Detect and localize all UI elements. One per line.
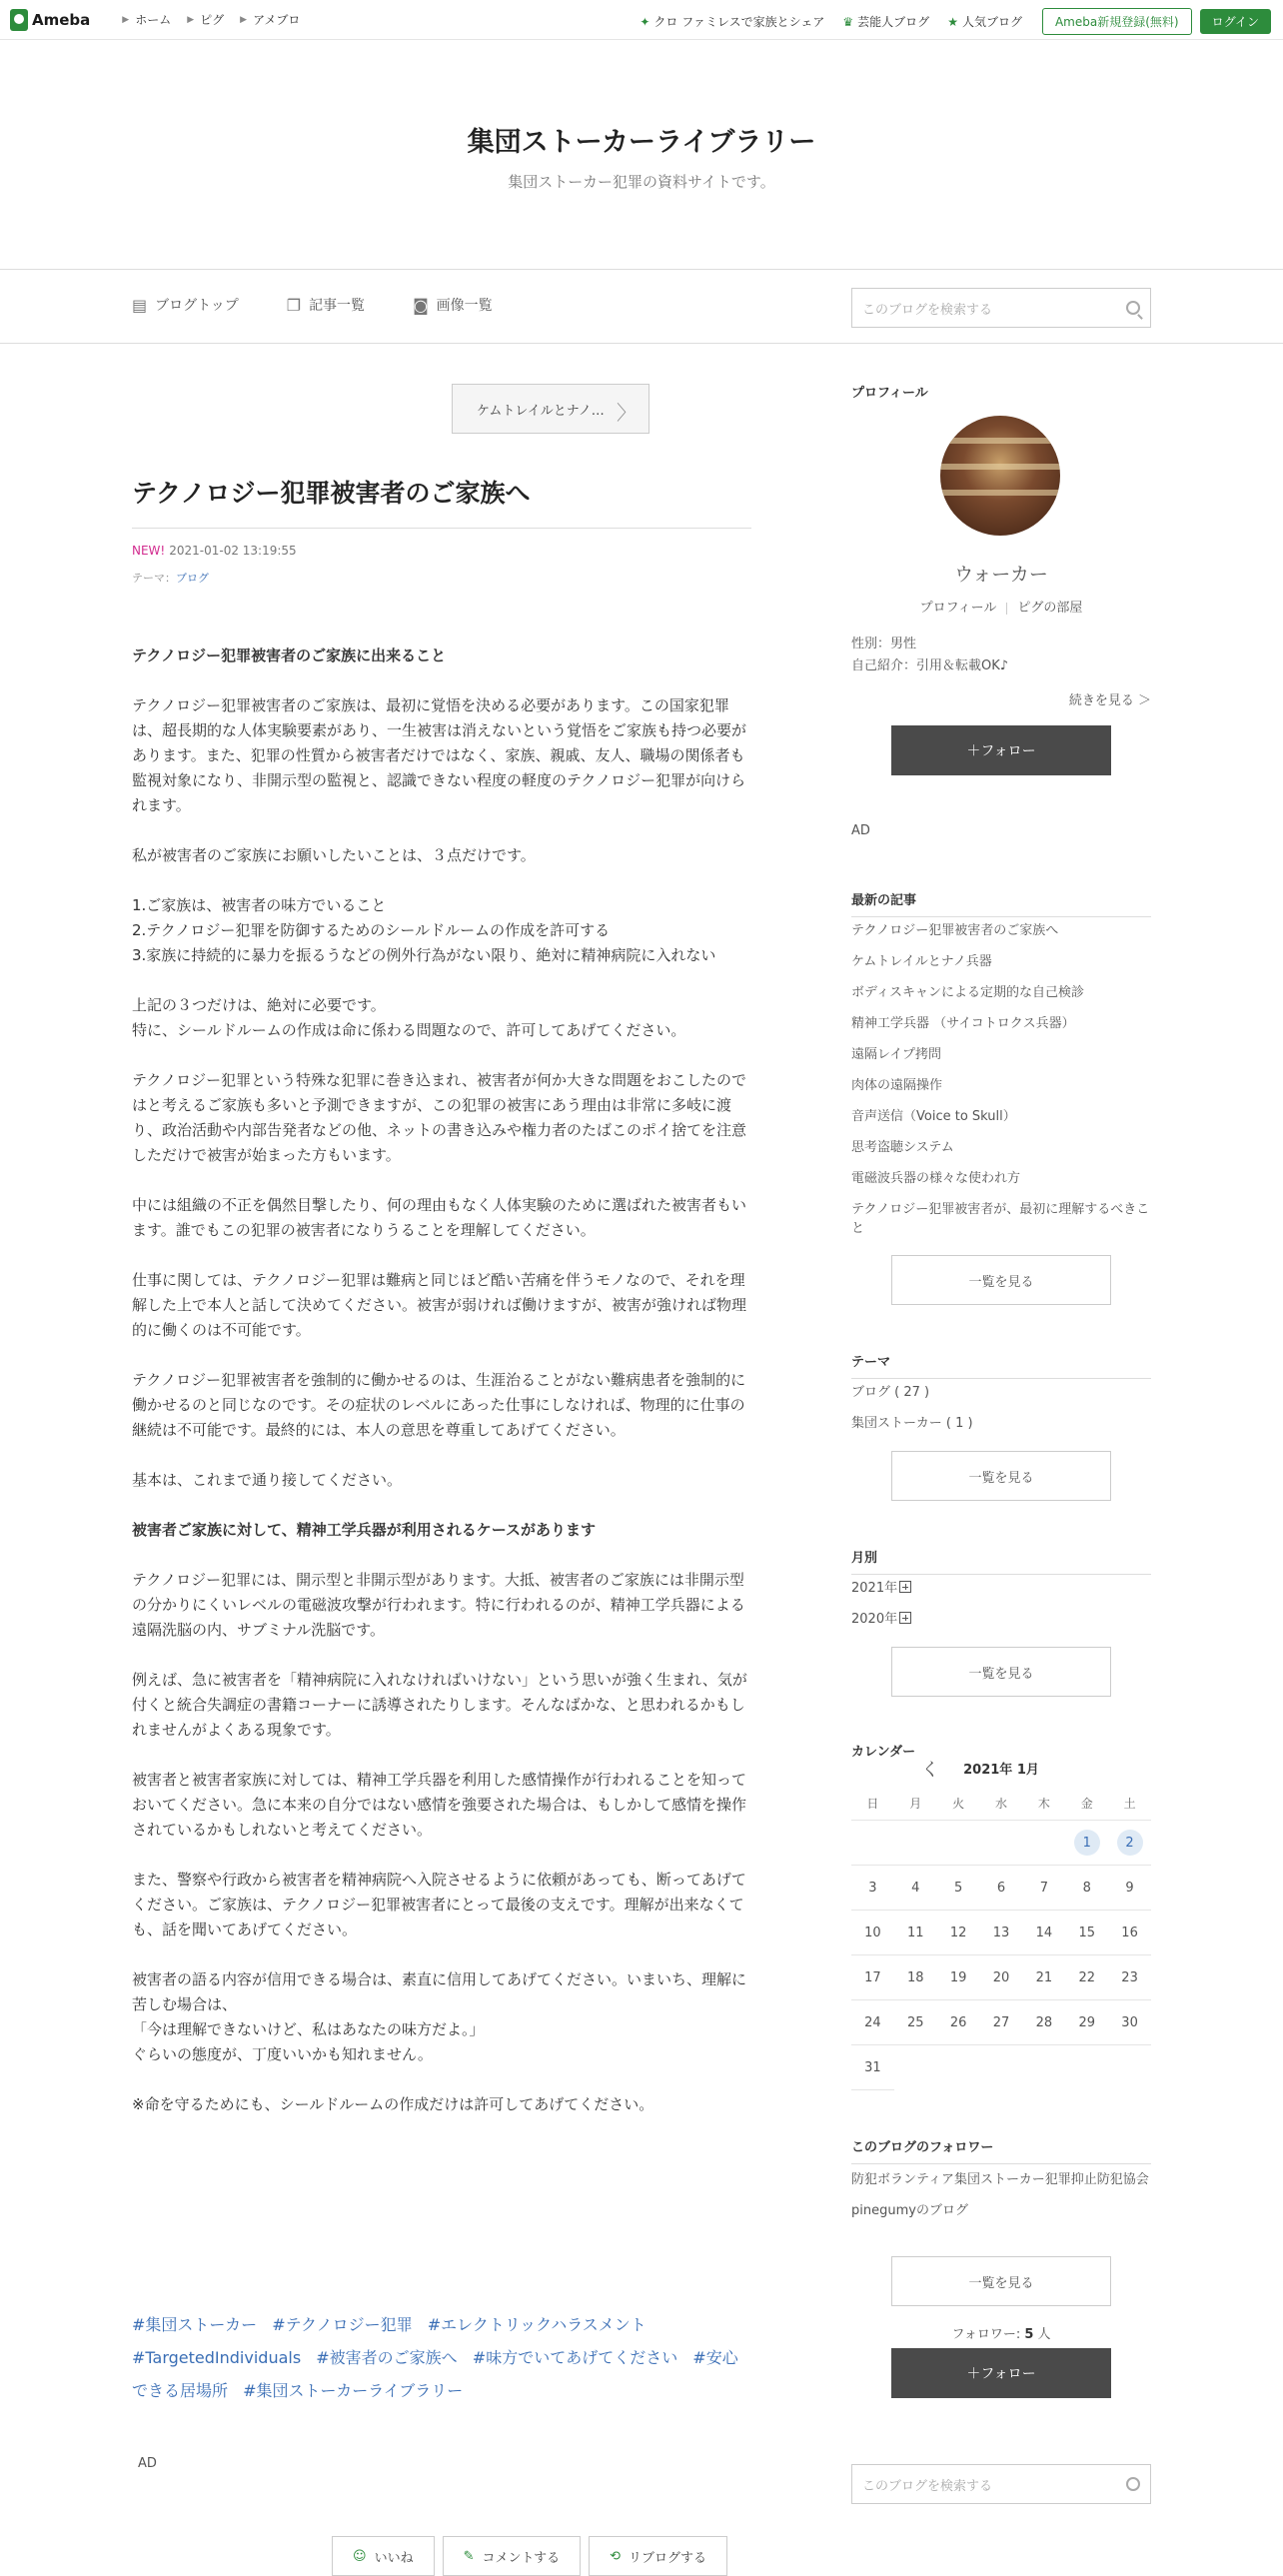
calendar-weekday: 火: [937, 1787, 980, 1821]
menu-blog-top[interactable]: [132, 295, 239, 315]
entry-paragraph: テクノロジー犯罪被害者を強制的に働かせるのは、生涯治ることがない難病患者を強制的に働かせるのと同じなのです。その症状のレベルにあった仕事にしなければ、物理的に仕事の継続は不可能です。最終的には、本人の意思を尊重してあげてください。: [132, 1371, 746, 1439]
monthly-title: 月別: [851, 1547, 1151, 1575]
calendar-day: 29: [1065, 2000, 1108, 2045]
nav-home-label: ホーム: [135, 13, 172, 27]
hashtag-link[interactable]: #集団ストーカーライブラリー: [243, 2381, 464, 2400]
month-label: 2020年: [851, 1612, 898, 1627]
calendar-day: 7: [1022, 1866, 1065, 1911]
entry-paragraph: 上記の３つだけは、絶対に必要です。 特に、シールドルームの作成は命に係わる問題なので、許可してあげてください。: [132, 996, 686, 1039]
calendar-day: 17: [851, 1955, 894, 2000]
expand-icon[interactable]: [899, 1581, 911, 1593]
star-icon: ★: [947, 14, 958, 29]
entry-theme: [132, 570, 209, 586]
calendar-empty-cell: [937, 1821, 980, 1866]
calendar-day: 23: [1108, 1955, 1151, 2000]
calendar-day: 3: [851, 1866, 894, 1911]
hashtag-link[interactable]: #集団ストーカー: [132, 2315, 258, 2334]
calendar-day: 25: [894, 2000, 937, 2045]
calendar-day: 31: [851, 2045, 894, 2090]
hashtag-link[interactable]: #エレクトリックハラスメント: [427, 2315, 646, 2334]
entry-body: [132, 644, 751, 2142]
followers-see-all-button[interactable]: 一覧を見る: [891, 2256, 1111, 2306]
entry-paragraph: また、警察や行政から被害者を精神病院へ入院させるように依頼があっても、断ってあげてください。ご家族は、テクノロジー犯罪被害者にとって最後の支えです。理解が出来なくても、話を聞いてあげてください。: [132, 1871, 746, 1938]
avatar-decoration: [940, 464, 1060, 470]
hashtag-list: [132, 2308, 751, 2407]
login-button[interactable]: ログイン: [1200, 9, 1271, 34]
calendar-month: 2021年 1月: [963, 1763, 1039, 1778]
follower-count: [851, 2323, 1151, 2342]
calendar-day: 4: [894, 1866, 937, 1911]
entry-heading: 被害者ご家族に対して、精神工学兵器が利用されるケースがあります: [132, 1521, 596, 1539]
recent-entries-list: [851, 921, 1151, 1250]
reblog-label: リブログする: [629, 2550, 707, 2566]
sparkle-icon: ✦: [640, 14, 650, 29]
theme-list: [851, 1383, 1151, 1445]
calendar-day[interactable]: 1: [1065, 1821, 1108, 1866]
recent-entry-link[interactable]: ケムトレイルとナノ兵器: [851, 954, 992, 969]
recent-entry-link[interactable]: 精神工学兵器 （サイコトロクス兵器）: [851, 1016, 1075, 1031]
comment-button[interactable]: [443, 2536, 582, 2576]
celebrity-blog-link[interactable]: [842, 13, 929, 30]
recent-entry-link[interactable]: テクノロジー犯罪被害者のご家族へ: [851, 923, 1059, 938]
calendar-day: 16: [1108, 1911, 1151, 1955]
copy-icon: ❐: [286, 295, 302, 315]
calendar-empty-cell: [851, 1821, 894, 1866]
recent-entry-link[interactable]: 思考盗聴システム: [851, 1140, 954, 1155]
prev-entry-button[interactable]: [452, 384, 649, 434]
chevron-right-icon: ▶: [122, 14, 130, 25]
promo-link-label: クロ ファミレスで家族とシェア: [653, 15, 825, 29]
profile-intro: 自己紹介：引用＆転載OK♪: [851, 658, 1009, 673]
calendar-day: 5: [937, 1866, 980, 1911]
entry-paragraph: 1.ご家族は、被害者の味方でいること 2.テクノロジー犯罪を防御するためのシールドルームの作成を許可する 3.家族に持続的に暴力を振るうなどの例外行為がない限り、絶対に精神病院に入れない: [132, 896, 716, 964]
header-right: [622, 8, 1271, 35]
hashtag-link[interactable]: #テクノロジー犯罪: [272, 2315, 413, 2334]
blog-header: [0, 40, 1283, 270]
entry-paragraph: 例えば、急に被害者を「精神病院に入れなければいけない」という思いが強く生まれ、気が付くと統合失調症の書籍コーナーに誘導されたりします。そんなばかな、と思われるかもしれませんがよくある現象です。: [132, 1671, 747, 1739]
calendar-empty-cell: [894, 1821, 937, 1866]
calendar-day: 21: [1022, 1955, 1065, 2000]
entry-paragraph: 被害者と被害者家族に対しては、精神工学兵器を利用した感情操作が行われることを知っておいてください。急に本来の自分ではない感情を強要された場合は、もしかして感情を操作されているかもしれないと考えてください。: [132, 1771, 747, 1839]
ad-label: AD: [851, 823, 870, 838]
profile-link[interactable]: プロフィール: [919, 601, 997, 616]
nav-ameblo-label: アメブロ: [253, 13, 301, 27]
chevron-right-icon: ▶: [187, 14, 195, 25]
search-placeholder: このブログを検索する: [862, 302, 993, 318]
follower-link[interactable]: 防犯ボランティア集団ストーカー犯罪抑止防犯協会: [851, 2172, 1149, 2187]
profile-gender: 性別：男性: [851, 637, 917, 651]
nav-pigg-label: ピグ: [200, 13, 225, 27]
like-label: いいね: [374, 2550, 414, 2566]
calendar-weekday: 月: [894, 1787, 937, 1821]
menu-blog-top-label: ブログトップ: [155, 298, 239, 314]
calendar: [851, 1759, 1151, 2075]
month-item[interactable]: [851, 1610, 1151, 1629]
menu-entry-list-label: 記事一覧: [309, 298, 366, 314]
calendar-day: 28: [1022, 2000, 1065, 2045]
follower-list: [851, 2170, 1151, 2232]
followers-title: このブログのフォロワー: [851, 2136, 1151, 2164]
calendar-day: 26: [937, 2000, 980, 2045]
expand-icon[interactable]: [899, 1612, 911, 1624]
recent-entry-link[interactable]: 音声送信（Voice to Skull）: [851, 1109, 1016, 1124]
blog-search-input[interactable]: [851, 288, 1151, 328]
calendar-weekday: 水: [980, 1787, 1023, 1821]
divider: [1006, 603, 1007, 615]
hashtag-link[interactable]: #被害者のご家族へ: [316, 2348, 458, 2367]
hashtag-link[interactable]: #味方でいてあげてください: [472, 2348, 678, 2367]
follow-button-bottom[interactable]: ＋フォロー: [891, 2348, 1111, 2398]
global-header: [0, 0, 1283, 40]
calendar-day: 10: [851, 1911, 894, 1955]
entry-paragraph: テクノロジー犯罪被害者のご家族は、最初に覚悟を決める必要があります。この国家犯罪は、超長期的な人体実験要素があり、一生被害は消えないという覚悟をご家族も持つ必要があります。また、犯罪の性質から被害者だけではなく、家族、親戚、友人、職場の関係者も監視対象になり、非開示型の監視と、認識できない程度の軽度のテクノロジー犯罪が向けられます。: [132, 696, 747, 814]
calendar-day: 15: [1065, 1911, 1108, 1955]
entry-paragraph: 基本は、これまで通り接してください。: [132, 1471, 403, 1489]
blog-title[interactable]: 集団ストーカーライブラリー: [467, 127, 816, 158]
entry-paragraph: テクノロジー犯罪には、開示型と非開示型があります。大抵、被害者のご家族には非開示型の分かりにくいレベルの電磁波攻撃が行われます。特に行われるのが、精神工学兵器による遠隔洗脳の内、サブミナル洗脳です。: [132, 1571, 745, 1639]
calendar-day: 8: [1065, 1866, 1108, 1911]
recent-entry-link[interactable]: 電磁波兵器の様々な使われ方: [851, 1171, 1021, 1186]
chevron-right-icon: ▶: [240, 14, 248, 25]
chevron-right-icon: 〉: [617, 401, 637, 425]
calendar-day: 27: [980, 2000, 1023, 2045]
blog-menu-bar: [0, 270, 1283, 344]
crown-icon: ♛: [842, 14, 854, 29]
calendar-prev-button[interactable]: く: [921, 1760, 939, 1781]
calendar-day: 9: [1108, 1866, 1151, 1911]
calendar-weekday: 土: [1108, 1787, 1151, 1821]
calendar-day: 18: [894, 1955, 937, 2000]
logo-text: Ameba: [32, 10, 91, 29]
profile-info: [851, 634, 1008, 677]
new-badge: NEW!: [132, 544, 166, 558]
theme-link[interactable]: 集団ストーカー ( 1 ): [851, 1416, 973, 1431]
calendar-day: 24: [851, 2000, 894, 2045]
prev-entry-label: ケムトレイルとナノ…: [477, 403, 605, 419]
entry-paragraph: 中には組織の不正を偶然目撃したり、何の理由もなく人体実験のために選ばれた被害者もいます。誰でもこの犯罪の被害者になりうることを理解してください。: [132, 1196, 747, 1239]
hashtag-link[interactable]: #TargetedIndividuals: [132, 2348, 302, 2367]
theme-link[interactable]: ブログ ( 27 ): [851, 1385, 930, 1400]
search-icon[interactable]: [1126, 2477, 1140, 2491]
calendar-header: [851, 1759, 1151, 1781]
reblog-button[interactable]: [589, 2536, 727, 2576]
blog-search-input-bottom[interactable]: [851, 2464, 1151, 2504]
calendar-day: 20: [980, 1955, 1023, 2000]
follower-count-unit: 人: [1033, 2327, 1051, 2342]
entry-heading: テクノロジー犯罪被害者のご家族に出来ること: [132, 646, 447, 664]
calendar-day: 6: [980, 1866, 1023, 1911]
calendar-day: 11: [894, 1911, 937, 1955]
menu-image-list-label: 画像一覧: [436, 298, 493, 314]
ameba-logo[interactable]: [10, 9, 90, 31]
follower-count-value: 5: [1024, 2327, 1034, 2342]
recent-entry-link[interactable]: テクノロジー犯罪被害者が、最初に理解するべきこと: [851, 1202, 1150, 1236]
pig-room-link[interactable]: ピグの部屋: [1017, 601, 1083, 616]
entry-actions: [332, 2536, 735, 2576]
calendar-empty-cell: [1022, 1821, 1065, 1866]
ad-label: AD: [138, 2456, 157, 2471]
promo-link[interactable]: [640, 13, 824, 30]
smile-icon: ☺: [353, 2548, 367, 2564]
entry-paragraph: 仕事に関しては、テクノロジー犯罪は難病と同じほど酷い苦痛を伴うモノなので、それを理解した上で本人と話して決めてください。被害が弱ければ働けますが、被害が強ければ物理的に働くのは不可能です。: [132, 1271, 747, 1339]
comment-icon: ✎: [463, 2548, 475, 2564]
calendar-empty-cell: [980, 1821, 1023, 1866]
calendar-weekday: 日: [851, 1787, 894, 1821]
nav-pigg[interactable]: [187, 11, 224, 28]
follow-button[interactable]: ＋フォロー: [891, 725, 1111, 775]
month-label: 2021年: [851, 1581, 898, 1596]
theme-link[interactable]: ブログ: [176, 572, 209, 585]
ameba-logo-icon: [10, 9, 28, 31]
theme-prefix: テーマ：: [132, 572, 176, 585]
search-icon[interactable]: [1126, 301, 1140, 315]
monthly-see-all-button[interactable]: 一覧を見る: [891, 1647, 1111, 1697]
monthly-list: [851, 1579, 1151, 1641]
profile-name[interactable]: ウォーカー: [954, 564, 1048, 586]
menu-entry-list[interactable]: [287, 295, 365, 315]
profile-title: プロフィール: [851, 386, 928, 401]
nav-ameblo[interactable]: [240, 11, 300, 28]
calendar-day: 19: [937, 1955, 980, 2000]
calendar-day[interactable]: 2: [1108, 1821, 1151, 1866]
avatar[interactable]: [940, 416, 1060, 536]
camera-icon: ◙: [413, 295, 429, 315]
like-button[interactable]: [332, 2536, 435, 2576]
calendar-weekday: 木: [1022, 1787, 1065, 1821]
comment-label: コメントする: [482, 2550, 561, 2566]
popular-blog-link[interactable]: [947, 13, 1022, 30]
document-icon: ▤: [132, 295, 148, 315]
nav-home[interactable]: [122, 11, 171, 28]
search-placeholder: このブログを検索する: [862, 2478, 993, 2494]
calendar-title: カレンダー: [851, 1745, 916, 1760]
popular-blog-label: 人気ブログ: [961, 15, 1022, 29]
entry-title[interactable]: テクノロジー犯罪被害者のご家族へ: [132, 474, 751, 529]
entry-meta: [132, 544, 297, 558]
recent-see-all-button[interactable]: 一覧を見る: [891, 1255, 1111, 1305]
avatar-decoration: [940, 438, 1060, 444]
reblog-icon: ⟲: [610, 2548, 622, 2564]
calendar-day: 22: [1065, 1955, 1108, 2000]
entry-datetime: 2021-01-02 13:19:55: [169, 544, 297, 558]
celebrity-blog-label: 芸能人ブログ: [857, 15, 930, 29]
calendar-day: 30: [1108, 2000, 1151, 2045]
recent-title: 最新の記事: [851, 889, 1151, 917]
follower-link[interactable]: pinegumyのブログ: [851, 2203, 968, 2218]
entry-paragraph: ※命を守るためにも、シールドルームの作成だけは許可してあげてください。: [132, 2095, 654, 2113]
theme-title: テーマ: [851, 1351, 1151, 1379]
profile-links: [851, 597, 1151, 616]
entry-paragraph: 被害者の語る内容が信用できる場合は、素直に信用してあげてください。いまいち、理解に苦しむ場合は、 「今は理解できないけど、私はあなたの味方だよ。」 ぐらいの態度が、丁度いいかも知れません。: [132, 1970, 747, 2063]
month-item[interactable]: [851, 1579, 1151, 1598]
calendar-day: 12: [937, 1911, 980, 1955]
recent-entry-link[interactable]: 肉体の遠隔操作: [851, 1078, 943, 1093]
entry-paragraph: テクノロジー犯罪という特殊な犯罪に巻き込まれ、被害者が何か大きな問題をおこしたのではと考えるご家族も多いと予測できますが、この犯罪の被害にあう理由は非常に多岐に渡り、政治活動や内部告発者などの他、ネットの書き込みや権力者のたばこのポイ捨てを注意しただけで被害が始まった方もいます。: [132, 1071, 747, 1164]
recent-entry-link[interactable]: 遠隔レイプ拷問: [851, 1047, 941, 1062]
calendar-day: 13: [980, 1911, 1023, 1955]
entry-paragraph: 私が被害者のご家族にお願いしたいことは、３点だけです。: [132, 846, 536, 864]
blog-description: 集団ストーカー犯罪の資料サイトです。: [508, 173, 775, 191]
follower-count-label: フォロワー:: [951, 2327, 1025, 2342]
hashtag-link[interactable]: #安心できる居場所: [132, 2348, 738, 2400]
profile-more-link[interactable]: 続きを見る ＞: [1068, 693, 1151, 708]
recent-entry-link[interactable]: ボディスキャンによる定期的な自己検診: [851, 985, 1084, 1000]
theme-see-all-button[interactable]: 一覧を見る: [891, 1451, 1111, 1501]
blog-menu: [132, 295, 541, 315]
global-nav: [106, 11, 300, 28]
calendar-weekday: 金: [1065, 1787, 1108, 1821]
register-button[interactable]: Ameba新規登録(無料): [1042, 8, 1192, 35]
calendar-day: 14: [1022, 1911, 1065, 1955]
calendar-grid: [851, 1787, 1151, 2090]
avatar-decoration: [940, 490, 1060, 496]
menu-image-list[interactable]: [413, 295, 493, 315]
